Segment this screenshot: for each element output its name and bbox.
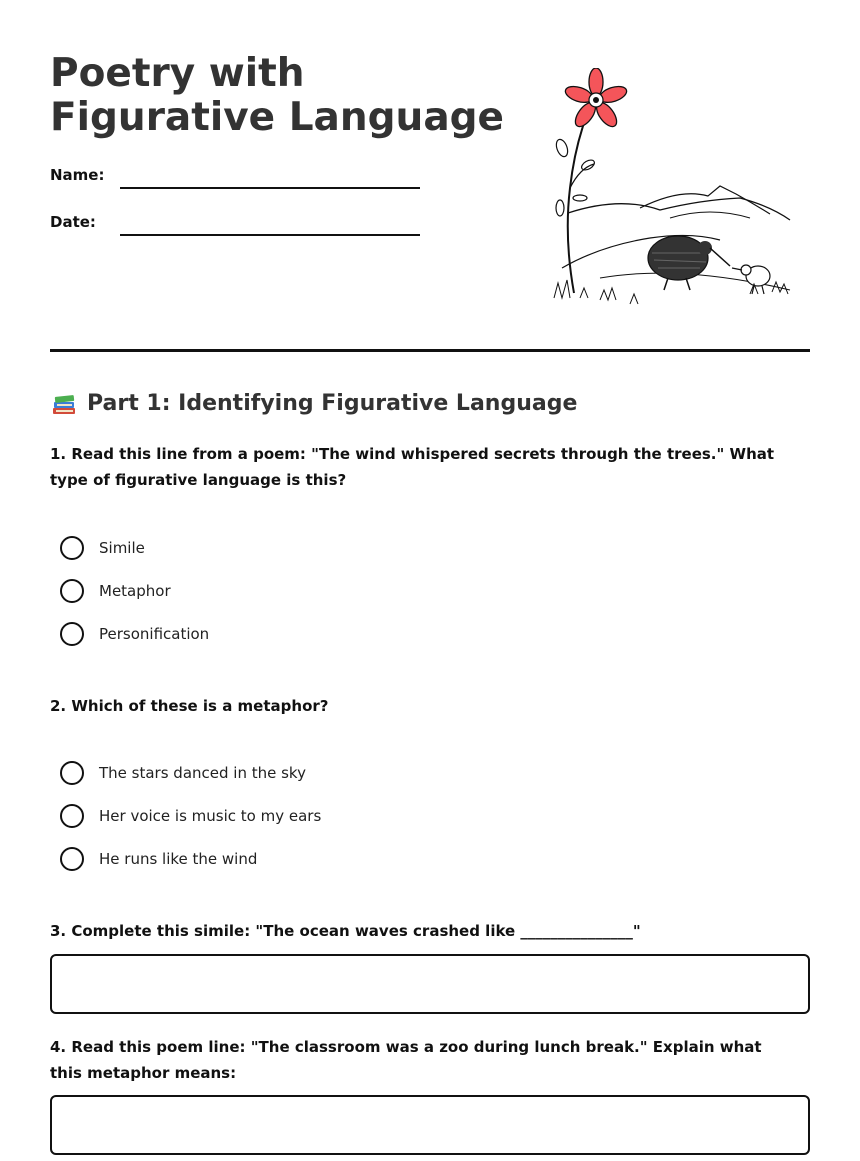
option-label: The stars danced in the sky — [99, 764, 306, 782]
radio-button[interactable] — [60, 761, 84, 785]
kiwi-bird-icon — [648, 236, 730, 290]
q2-option-3[interactable] — [60, 847, 257, 871]
flower-and-kiwi-illustration — [540, 68, 800, 308]
option-label: Personification — [99, 625, 210, 643]
q1-option-metaphor[interactable] — [60, 579, 171, 603]
radio-button[interactable] — [60, 622, 84, 646]
option-label: He runs like the wind — [99, 850, 258, 868]
question-3-answer-input[interactable] — [50, 954, 810, 1014]
name-label: Name: — [50, 166, 105, 184]
q2-option-2[interactable] — [60, 804, 321, 828]
date-field-line[interactable] — [120, 234, 420, 236]
question-4-answer-input[interactable] — [50, 1095, 810, 1155]
option-label: Her voice is music to my ears — [99, 807, 322, 825]
question-2-text: 2. Which of these is a metaphor? — [50, 697, 329, 715]
name-field-line[interactable] — [120, 187, 420, 189]
question-4-text: 4. Read this poem line: "The classroom was a zoo during lunch break." Explain what this metaphor means: — [50, 1038, 762, 1082]
date-label: Date: — [50, 213, 96, 231]
radio-button[interactable] — [60, 579, 84, 603]
q1-option-simile[interactable] — [60, 536, 145, 560]
radio-button[interactable] — [60, 536, 84, 560]
q2-option-1[interactable] — [60, 761, 306, 785]
question-3-text: 3. Complete this simile: "The ocean waves crashed like _______________" — [50, 922, 641, 940]
option-label: Metaphor — [99, 582, 171, 600]
option-label: Simile — [99, 539, 145, 557]
q1-option-personification[interactable] — [60, 622, 209, 646]
books-icon — [50, 390, 78, 418]
page-title: Poetry with Figurative Language — [50, 51, 505, 140]
question-1-text: 1. Read this line from a poem: "The wind whispered secrets through the trees." What type of figurative language is this? — [50, 445, 775, 489]
part1-heading — [50, 388, 577, 420]
part1-title: Part 1: Identifying Figurative Language — [87, 391, 578, 416]
radio-button[interactable] — [60, 804, 84, 828]
flower-icon — [563, 68, 628, 130]
radio-button[interactable] — [60, 847, 84, 871]
section-divider — [50, 349, 810, 352]
